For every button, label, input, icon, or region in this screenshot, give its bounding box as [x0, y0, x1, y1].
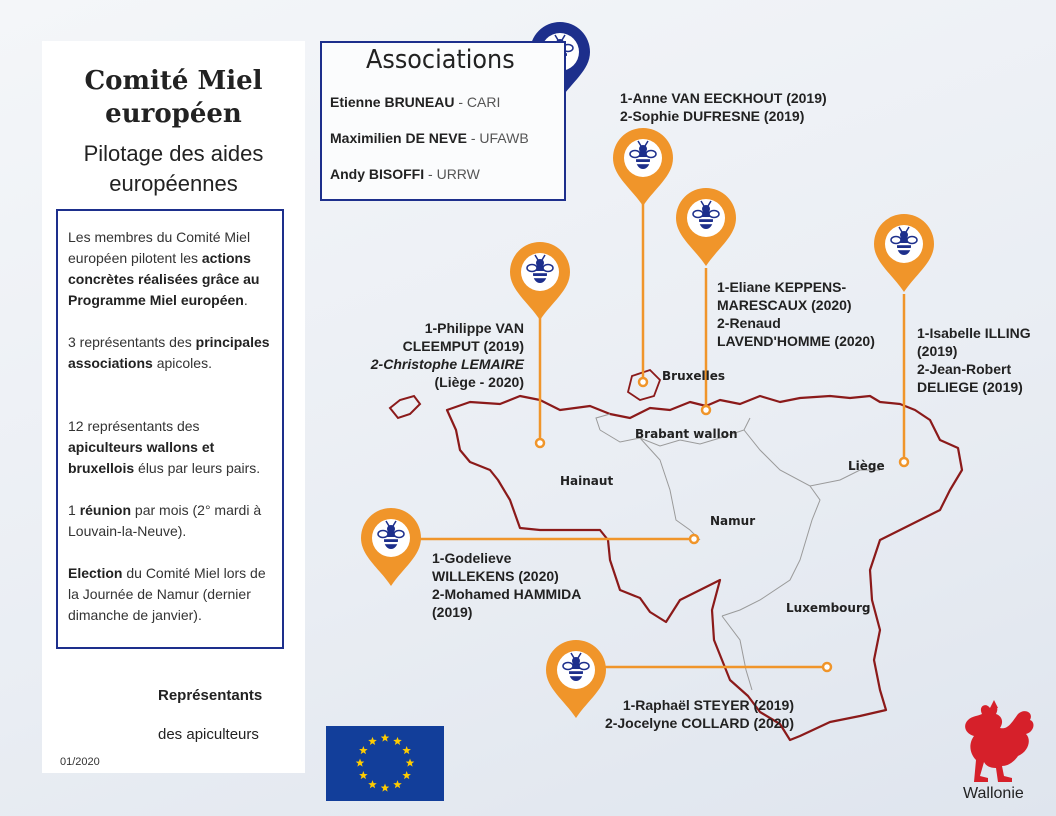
pin-hainaut	[510, 242, 570, 320]
rep-line: 2-Jocelyne COLLARD (2020)	[604, 715, 794, 731]
association-member-name: Andy BISOFFI	[330, 166, 425, 182]
title-line-1: Comité Miel	[84, 66, 263, 96]
association-org: URRW	[436, 166, 480, 182]
info-text: 12 représentants des	[68, 418, 200, 434]
reps-hainaut	[371, 319, 524, 391]
associations-title: Associations	[366, 45, 515, 75]
date-label: 01/2020	[60, 756, 100, 768]
eu-flag	[326, 726, 444, 801]
rep-line: LAVEND'HOMME (2020)	[717, 333, 875, 349]
rep-line: 1-Anne VAN EECKHOUT (2019)	[620, 90, 827, 106]
info-text: élus par leurs pairs.	[134, 460, 261, 476]
rep-line: 1-Philippe VAN	[424, 320, 524, 336]
rep-line: 1-Isabelle ILLING	[917, 325, 1031, 341]
pin-liege	[874, 214, 934, 292]
rep-line: 2-Jean-Robert	[917, 361, 1012, 377]
rep-line: 2-Mohamed HAMMIDA	[432, 586, 582, 602]
associations-box	[320, 41, 566, 201]
info-text: .	[243, 292, 248, 308]
association-org: UFAWB	[479, 130, 529, 146]
reps-brabant	[717, 278, 875, 350]
association-separator: -	[424, 166, 437, 182]
rep-line: DELIEGE (2019)	[917, 379, 1023, 395]
info-text: du Comité Miel lors de la Journée de Namur (dernier dimanche de janvier).	[68, 565, 266, 623]
province-borders	[596, 414, 880, 690]
info-paragraph-representatives	[68, 416, 278, 479]
info-paragraph-election	[68, 563, 278, 626]
association-member-name: Maximilien DE NEVE	[330, 130, 467, 146]
province-label-hainaut: Hainaut	[560, 474, 614, 488]
eu-star	[402, 746, 411, 754]
rep-line: 2-Renaud	[717, 315, 781, 331]
info-bold: Election	[68, 565, 123, 581]
eu-star	[381, 784, 390, 792]
info-text: par mois (2° mardi à Louvain-la-Neuve).	[68, 502, 262, 539]
reps-luxembourg	[605, 696, 794, 732]
reps-namur	[432, 549, 581, 621]
pin-luxembourg	[546, 640, 606, 718]
reps-liege	[917, 324, 1031, 396]
pin-namur	[361, 508, 421, 586]
info-bold: actions concrètes réalisées grâce au Programme Miel européen	[68, 250, 260, 308]
info-paragraph-associations	[68, 332, 278, 374]
info-bold: principales associations	[68, 334, 270, 371]
page-title	[42, 65, 305, 131]
association-row	[330, 94, 500, 110]
legend-label-representants: Représentants	[158, 687, 263, 704]
info-text: apicoles.	[152, 355, 212, 371]
rep-line: MARESCAUX (2020)	[717, 297, 852, 313]
rep-line: (2019)	[917, 343, 958, 359]
eu-star	[393, 780, 402, 788]
eu-star	[368, 737, 377, 745]
pin-brabant	[676, 188, 736, 266]
rep-line: 1-Raphaël STEYER (2019)	[622, 697, 794, 713]
rep-line: WILLEKENS (2020)	[432, 568, 559, 584]
page-subtitle	[42, 139, 305, 199]
title-line-2: européen	[105, 99, 242, 129]
eu-star	[356, 759, 365, 767]
association-separator: -	[454, 94, 467, 110]
info-paragraph-members	[68, 227, 278, 311]
province-label-brabant: Brabant wallon	[635, 427, 738, 441]
info-text: 1	[68, 502, 80, 518]
pin-bruxelles	[613, 128, 673, 206]
rep-line: (2019)	[432, 604, 473, 620]
eu-star	[393, 737, 402, 745]
rep-line: (Liège - 2020)	[434, 374, 524, 390]
info-paragraph-meeting	[68, 500, 278, 542]
association-org: CARI	[466, 94, 501, 110]
province-label-bruxelles: Bruxelles	[662, 369, 725, 383]
eu-star	[359, 746, 368, 754]
rep-line: CLEEMPUT (2019)	[402, 338, 524, 354]
comines-enclave	[390, 396, 420, 418]
rep-line: 2-Christophe LEMAIRE	[370, 356, 524, 372]
province-label-luxembourg: Luxembourg	[786, 601, 871, 615]
intro-panel	[42, 41, 305, 773]
info-bold: réunion	[79, 502, 132, 518]
eu-star	[368, 780, 377, 788]
reps-bruxelles	[620, 89, 827, 125]
subtitle-line-2: européennes	[109, 171, 238, 196]
province-label-liege: Liège	[848, 459, 885, 473]
eu-star	[359, 771, 368, 779]
rep-line: 1-Eliane KEPPENS-	[717, 279, 847, 295]
eu-star	[406, 759, 415, 767]
info-box	[56, 209, 284, 649]
wallonie-rooster-logo	[965, 700, 1033, 782]
association-separator: -	[466, 130, 480, 146]
rep-line: 1-Godelieve	[432, 550, 512, 566]
wallonie-label: Wallonie	[963, 785, 1024, 802]
legend-label-apiculteurs: des apiculteurs	[158, 726, 259, 743]
eu-star	[402, 771, 411, 779]
info-bold: apiculteurs wallons et bruxellois	[68, 439, 215, 476]
eu-flag-svg	[326, 726, 444, 801]
eu-star	[381, 734, 390, 742]
province-label-namur: Namur	[710, 514, 756, 528]
info-text: 3 représentants des	[68, 334, 196, 350]
association-member-name: Etienne BRUNEAU	[330, 94, 455, 110]
rep-line: 2-Sophie DUFRESNE (2019)	[620, 108, 805, 124]
association-row	[330, 166, 480, 182]
subtitle-line-1: Pilotage des aides	[83, 141, 264, 166]
association-row	[330, 130, 529, 146]
info-text: Les membres du Comité Miel européen pilotent les	[68, 229, 251, 266]
